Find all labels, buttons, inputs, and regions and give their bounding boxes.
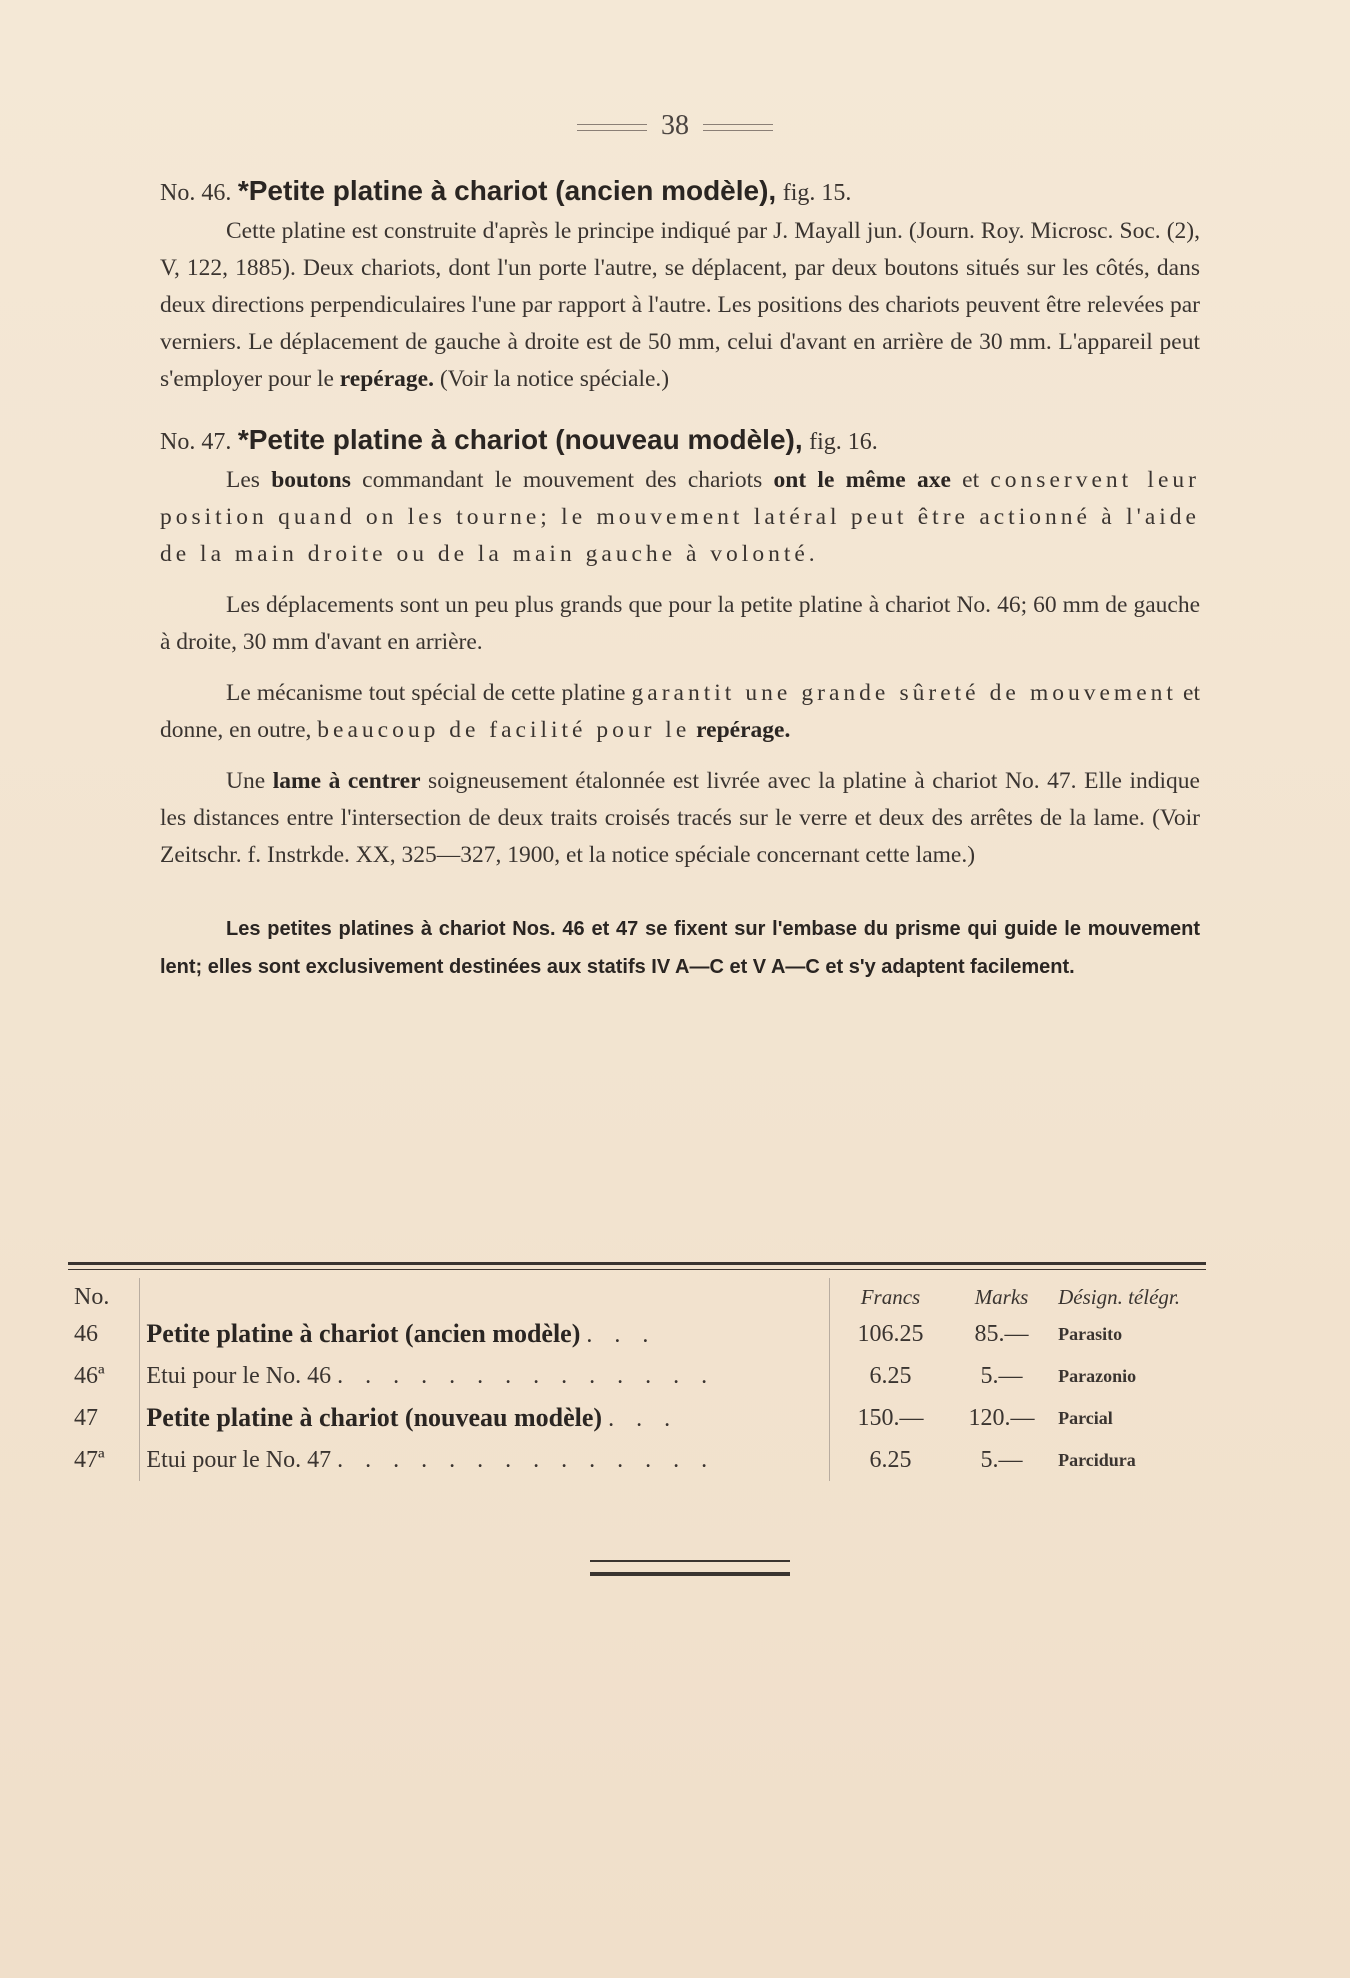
- p1-text-a: Les: [226, 467, 272, 493]
- header-francs: Francs: [860, 1285, 921, 1309]
- price-table-header: [68, 1278, 1213, 1313]
- entry-46-fig: fig. 15.: [782, 180, 852, 206]
- row-desc-text: Etui pour le No. 47: [146, 1446, 332, 1473]
- entry-47-paragraph-3: [160, 675, 1200, 749]
- p4-bold: lame à centrer: [272, 768, 421, 794]
- entry-46-title: *Petite platine à chariot (ancien modèle),: [237, 175, 777, 206]
- p1-text-c: commandant le mouvement des chariots: [350, 467, 774, 493]
- row-desc-text: Etui pour le No. 46: [146, 1362, 332, 1389]
- page-number-header: [0, 110, 1350, 142]
- entry-46-bold: repérage.: [339, 366, 434, 392]
- table-top-rule: [68, 1262, 1206, 1270]
- header-telegraph: Désign. télégr.: [1058, 1285, 1181, 1309]
- row-description: [140, 1355, 830, 1397]
- entry-46-text: Cette platine est construite d'après le principe indiqué par J. Mayall jun. (Journ. Roy. Microsc. Soc. (2), V, 122, 1885). Deux chariots, dont l'un porte l'autre, se déplacent, par deux boutons situés sur les côtés, dans deux directions perpendiculaires l'une par rapport à l'autre. Les positions des chariots peuvent être relevées par verniers. Le déplacement de gauche à droite est de 50 mm, celui d'avant en arrière de 30 mm. L'appareil peut s'employer pour le: [160, 218, 1200, 392]
- entry-47-title: *Petite platine à chariot (nouveau modèle),: [237, 424, 803, 455]
- p3-text-b: et donne, en outre,: [160, 680, 1200, 743]
- row-leader-dots: . . . . . . . . . . . . . .: [337, 1446, 716, 1473]
- p1-text-e: et: [950, 467, 991, 493]
- entry-47-paragraph-1: [160, 462, 1200, 573]
- row-no: 46ª: [74, 1362, 105, 1389]
- row-telegraph-code: Parasito: [1058, 1323, 1123, 1344]
- header-rule-right: [703, 124, 773, 131]
- entry-46-number: No. 46.: [160, 180, 232, 206]
- price-table: [68, 1278, 1213, 1481]
- row-marks: 5.—: [980, 1446, 1023, 1473]
- row-desc-text: Petite platine à chariot (ancien modèle): [146, 1319, 581, 1348]
- row-telegraph-code: Parcial: [1058, 1407, 1113, 1428]
- row-francs: 6.25: [869, 1362, 912, 1389]
- row-telegraph-code: Parcidura: [1058, 1449, 1136, 1470]
- table-row: [68, 1313, 1213, 1355]
- entry-47-fig: fig. 16.: [809, 429, 878, 455]
- mounting-note: Les petites platines à chariot Nos. 46 et 47 se fixent sur l'embase du prisme qui guide le mouvement lent; elles sont exclusivement destinées aux statifs IV A—C et V A—C et s'y adaptent facilement.: [160, 918, 1200, 978]
- row-leader-dots: . . .: [608, 1406, 679, 1432]
- entry-46-text-end: (Voir la notice spéciale.): [433, 366, 670, 392]
- page-content: [160, 175, 1200, 986]
- p3-spaced-b: beaucoup de facilité pour le: [317, 717, 691, 743]
- row-leader-dots: . . .: [586, 1322, 657, 1348]
- row-desc-text: Petite platine à chariot (nouveau modèle): [146, 1403, 603, 1432]
- end-ornament-rule: [590, 1560, 790, 1576]
- row-francs: 106.25: [857, 1320, 924, 1347]
- entry-47-paragraph-2: Les déplacements sont un peu plus grands que pour la petite platine à chariot No. 46; 60 mm de gauche à droite, 30 mm d'avant en arrière.: [160, 592, 1200, 655]
- table-row: [68, 1355, 1213, 1397]
- entry-47-number: No. 47.: [160, 429, 232, 455]
- p3-bold: repérage.: [696, 717, 791, 743]
- row-description: [140, 1439, 830, 1481]
- entry-46-heading: [160, 175, 1200, 207]
- row-marks: 120.—: [968, 1404, 1035, 1431]
- p3-text-a: Le mécanisme tout spécial de cette platine: [226, 680, 632, 706]
- page-number: 38: [661, 110, 689, 141]
- header-no: No.: [74, 1284, 110, 1310]
- entry-47-paragraph-4: [160, 763, 1200, 874]
- header-rule-left: [577, 124, 647, 131]
- row-francs: 6.25: [869, 1446, 912, 1473]
- row-no: 47ª: [74, 1446, 105, 1473]
- p1-bold-a: boutons: [271, 467, 351, 493]
- row-description: [140, 1313, 830, 1355]
- entry-46-description: [160, 213, 1200, 398]
- row-description: [140, 1397, 830, 1439]
- row-marks: 5.—: [980, 1362, 1023, 1389]
- table-row: [68, 1397, 1213, 1439]
- p1-bold-d: ont le même axe: [773, 467, 951, 493]
- row-marks: 85.—: [974, 1320, 1029, 1347]
- p1-spaced-text: conservent leur position quand on les tourne; le mouvement latéral peut être actionné à l'aide de la main droite ou de la main gauche à volonté.: [160, 467, 1200, 567]
- row-no: 46: [74, 1320, 98, 1347]
- header-marks: Marks: [974, 1285, 1029, 1309]
- row-francs: 150.—: [857, 1404, 924, 1431]
- header-description: [140, 1278, 830, 1313]
- row-no: 47: [74, 1404, 98, 1431]
- row-telegraph-code: Parazonio: [1058, 1365, 1137, 1386]
- row-leader-dots: . . . . . . . . . . . . . .: [337, 1362, 716, 1389]
- entry-47-heading: [160, 424, 1200, 456]
- p4-text-a: Une: [226, 768, 273, 794]
- p3-spaced-a: garantit une grande sûreté de mouvement: [631, 680, 1177, 706]
- p4-text-b: soigneusement étalonnée est livrée avec la platine à chariot No. 47. Elle indique les distances entre l'intersection de deux traits croisés tracés sur le verre et deux des arrêtes de la lame. (Voir Zeitschr. f. Instrkde. XX, 325—327, 1900, et la notice spéciale concernant cette lame.): [160, 768, 1200, 868]
- table-row: [68, 1439, 1213, 1481]
